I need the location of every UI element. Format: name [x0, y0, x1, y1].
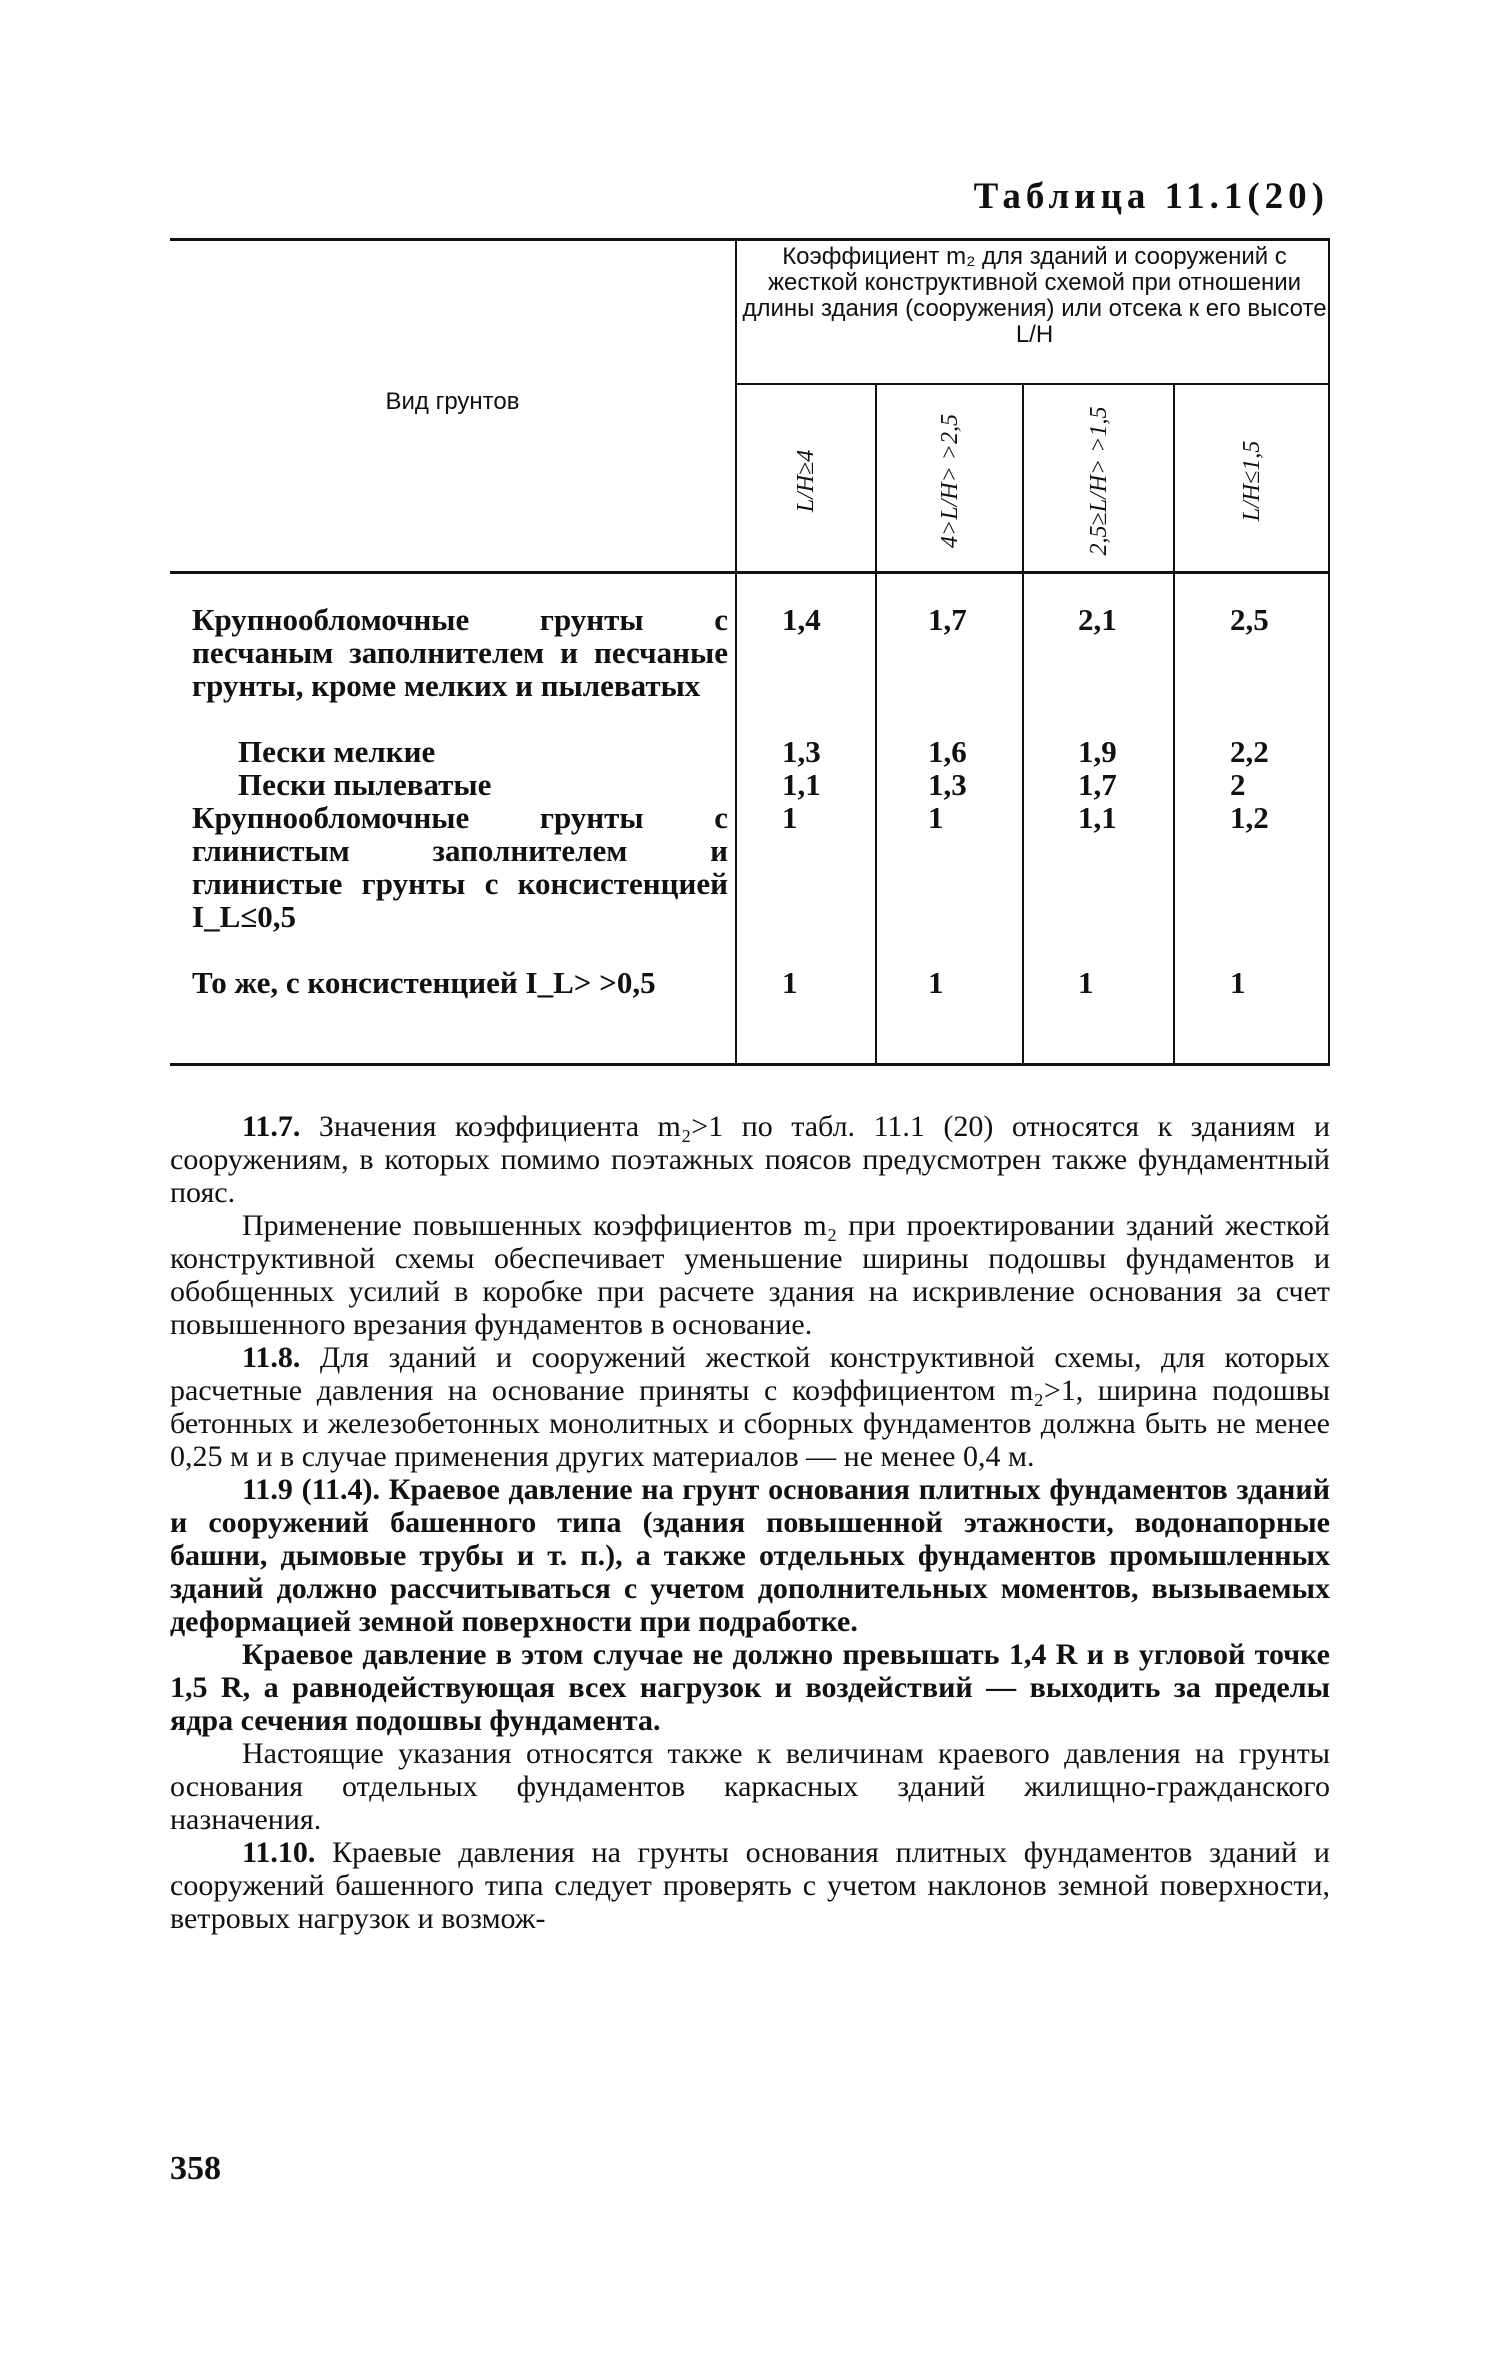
page-number: 358	[170, 2150, 221, 2187]
value-cell: 1	[928, 800, 944, 835]
value-cell: 1	[928, 965, 944, 1000]
value-cell: 1,1	[782, 767, 821, 802]
value-cell: 1	[782, 800, 798, 835]
column-header-cell	[737, 401, 875, 561]
column-header-cell	[1175, 401, 1328, 561]
paragraph: Краевое давление в этом случае не должно превышать 1,4 R и в угловой точке 1,5 R, а равнодействующая всех нагрузок и воздействий — выходить за пределы ядра сечения подошвы фундамента.	[170, 1638, 1330, 1737]
soil-type-cell: Пески пылеватые	[238, 767, 492, 802]
soil-type-cell: Пески мелкие	[238, 734, 436, 769]
subheader-rule	[735, 383, 1330, 385]
paragraph-text: Для зданий и сооружений жесткой конструктивной схемы, для которых расчетные давления на основание приняты с коэффициентом m₂>1, ширина подошвы бетонных и железобетонных монолитных и сборных фундаментов должна быть не менее 0,25 м и в случае применения других материалов — не менее 0,4 м.	[170, 1341, 1330, 1473]
paragraph-11-7	[170, 1110, 1330, 1209]
column-header-lh-4-2_5: 4>L/H> >2,5	[936, 414, 963, 548]
soil-type-cell: Крупнообломочные грунты с глинистым заполнителем и глинистые грунты с консистенцией I_L≤0,5	[192, 800, 728, 934]
paragraph-text: Краевые давления на грунты основания плитных фундаментов зданий и сооружений башенного типа следует проверять с учетом наклонов земной поверхности, ветровых нагрузок и возмож-	[170, 1836, 1330, 1935]
value-cell: 2	[1230, 767, 1246, 802]
table-caption: Таблица 11.1(20)	[973, 176, 1329, 217]
value-cell: 1	[1230, 965, 1246, 1000]
paragraph-11-10	[170, 1836, 1330, 1935]
value-cell: 1,4	[782, 602, 821, 637]
value-cell: 2,2	[1230, 734, 1269, 769]
value-cell: 2,5	[1230, 602, 1269, 637]
value-cell: 1,6	[928, 734, 967, 769]
coefficient-header: Коэффициент m₂ для зданий и сооружений с жесткой конструктивной схемой при отношении длины здания (сооружения) или отсека к его высоте L/H	[742, 243, 1327, 348]
paragraph-11-9: 11.9 (11.4). Краевое давление на грунт основания плитных фундаментов зданий и сооружений башенного типа (здания повышенной этажности, водонапорные башни, дымовые трубы и т. п.), а также отдельных фундаментов промышленных зданий должно рассчитываться с учетом дополнительных моментов, вызываемых деформацией земной поверхности при подработке.	[170, 1473, 1330, 1638]
table-top-rule	[170, 238, 1330, 241]
column-header-lh-ge-4: L/H≥4	[793, 449, 819, 513]
clause-number: 11.8.	[242, 1341, 301, 1374]
value-cell: 1,7	[1078, 767, 1117, 802]
value-cell: 1,9	[1078, 734, 1117, 769]
value-cell: 1	[782, 965, 798, 1000]
value-cell: 1,3	[928, 767, 967, 802]
header-bottom-rule	[170, 571, 1330, 574]
value-cell: 1,3	[782, 734, 821, 769]
clause-number: 11.10.	[242, 1836, 316, 1869]
value-cell: 1	[1078, 965, 1094, 1000]
value-cell: 1,2	[1230, 800, 1269, 835]
paragraph: Применение повышенных коэффициентов m₂ при проектировании зданий жесткой конструктивной схемы обеспечивает уменьшение ширины подошвы фундаментов и обобщенных усилий в коробке при расчете здания на искривление основания за счет повышенного врезания фундаментов в основание.	[170, 1209, 1330, 1341]
soil-type-cell: Крупнообломочные грунты с песчаным заполнителем и песчаные грунты, кроме мелких и пылеватых	[192, 602, 728, 703]
column-header-lh-le-1_5: L/H≤1,5	[1238, 440, 1265, 522]
paragraph: Настоящие указания относятся также к величинам краевого давления на грунты основания отдельных фундаментов каркасных зданий жилищно-гражданского назначения.	[170, 1737, 1330, 1836]
paragraph-text: Значения коэффициента m₂>1 по табл. 11.1 (20) относятся к зданиям и сооружениям, в которых помимо поэтажных поясов предусмотрен также фундаментный пояс.	[170, 1110, 1331, 1209]
soil-type-header: Вид грунтов	[385, 388, 520, 415]
column-header-lh-2_5-1_5: 2,5≥L/H> >1,5	[1085, 406, 1112, 556]
column-header-cell	[1024, 401, 1173, 561]
soil-type-cell: То же, с консистенцией I_L> >0,5	[192, 965, 656, 1000]
column-header-cell	[877, 401, 1022, 561]
value-cell: 2,1	[1078, 602, 1117, 637]
value-cell: 1,7	[928, 602, 967, 637]
body-text	[170, 1110, 1330, 1935]
table-right-border	[1328, 238, 1330, 1066]
table-bottom-rule	[170, 1063, 1330, 1066]
paragraph-11-8	[170, 1341, 1330, 1473]
clause-number: 11.7.	[242, 1110, 301, 1143]
value-cell: 1,1	[1078, 800, 1117, 835]
column-divider	[735, 238, 737, 1066]
soil-coefficient-table	[170, 238, 1330, 1068]
